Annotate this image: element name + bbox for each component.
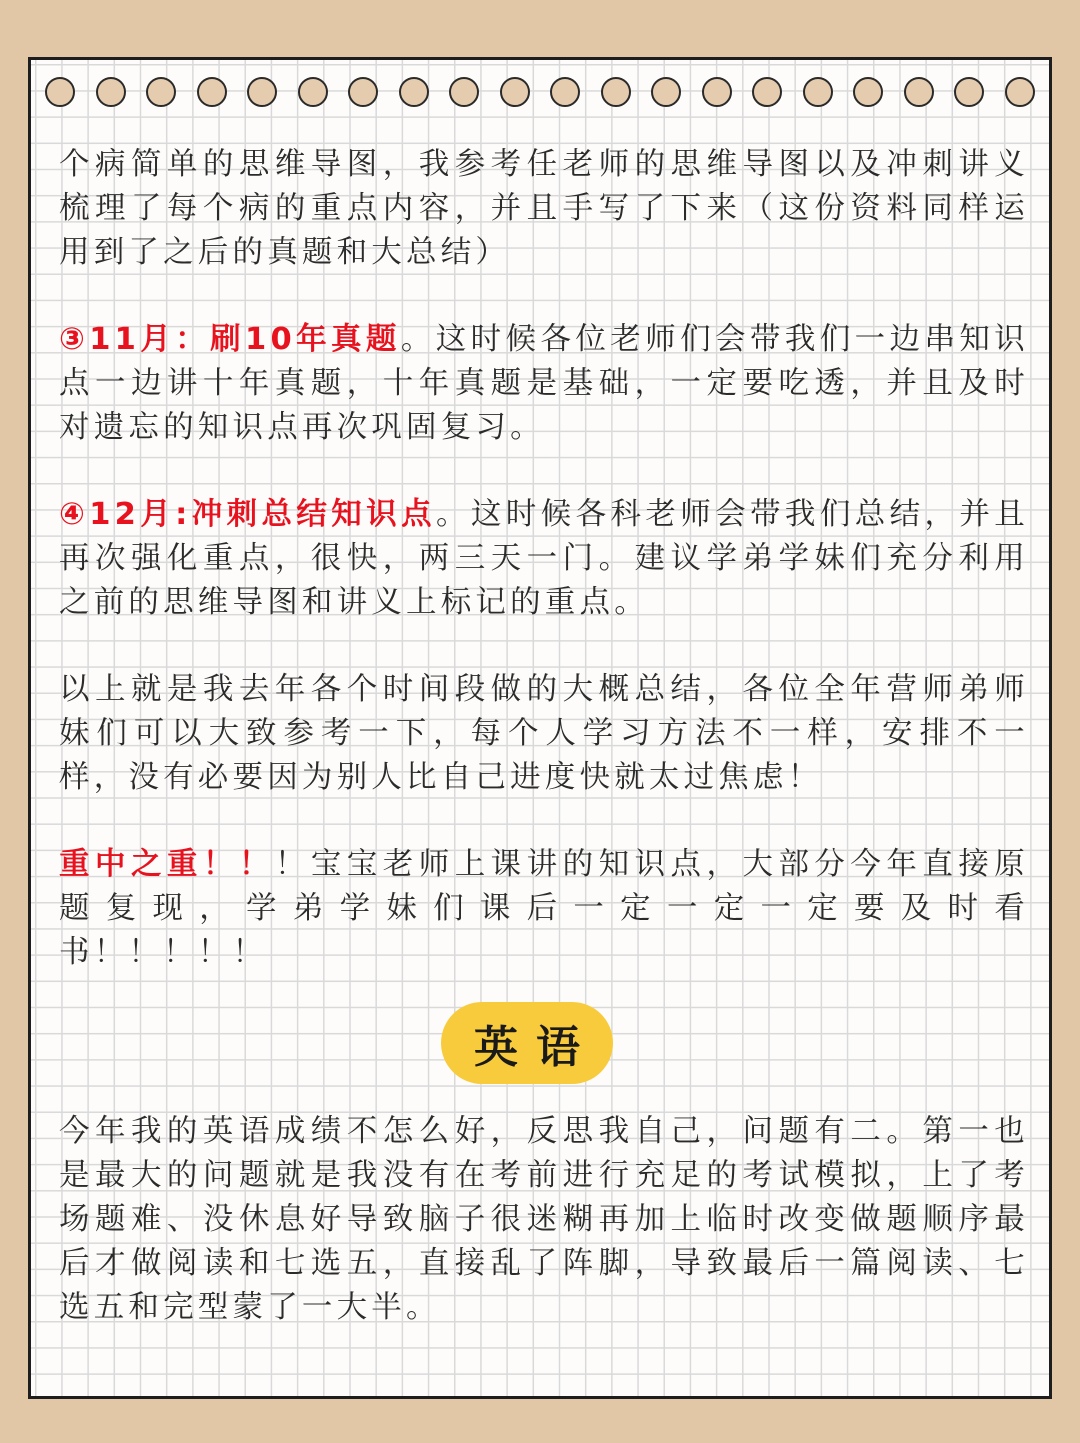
- binder-ring: [399, 77, 429, 107]
- binder-ring: [500, 77, 530, 107]
- notebook-page: [28, 57, 1052, 1399]
- binder-rings: [45, 77, 1035, 107]
- binder-ring: [1005, 77, 1035, 107]
- binder-ring: [96, 77, 126, 107]
- binder-ring: [853, 77, 883, 107]
- english-text: 今年我的英语成绩不怎么好，反思我自己，问题有二。第一也是最大的问题就是我没有在考前进行充足的考试模拟，上了考场题难、没休息好导致脑子很迷糊再加上临时改变做题顺序最后才做阅读和七选五，直接乱了阵脚，导致最后一篇阅读、七选五和完型蒙了一大半。: [59, 1114, 1029, 1325]
- binder-ring: [197, 77, 227, 107]
- key-point-text: ！宝宝老师上课讲的知识点，大部分今年直接原题复现，学弟学妹们课后一定一定一定要及时看: [59, 847, 1029, 926]
- december-text: 。这时候各科老师会带我们总结，并且再次强化重点，很快，两三天一门。建议学弟学妹们充分利用之前的思维导图和讲义上标记的重点。: [59, 497, 1029, 620]
- binder-ring: [247, 77, 277, 107]
- binder-ring: [45, 77, 75, 107]
- key-point-tail-text: 书！！！！！: [59, 935, 268, 970]
- paragraph-key-point-tail: [59, 931, 1029, 975]
- binder-ring: [146, 77, 176, 107]
- binder-ring: [298, 77, 328, 107]
- binder-ring: [803, 77, 833, 107]
- summary-text: 以上就是我去年各个时间段做的大概总结，各位全年营师弟师妹们可以大致参考一下，每个人学习方法不一样，安排不一样，没有必要因为别人比自己进度快就太过焦虑！: [59, 672, 1029, 795]
- binder-ring: [550, 77, 580, 107]
- binder-ring: [651, 77, 681, 107]
- paragraph-mindmap: [59, 143, 1029, 275]
- section-title-english: 英语: [441, 1002, 613, 1084]
- binder-ring: [954, 77, 984, 107]
- paragraph-november: [59, 318, 1029, 450]
- binder-ring: [904, 77, 934, 107]
- november-heading: ③11月：刷10年真题: [59, 322, 401, 357]
- binder-ring: [449, 77, 479, 107]
- november-text: 。这时候各位老师们会带我们一边串知识点一边讲十年真题，十年真题是基础，一定要吃透，并且及时对遗忘的知识点再次巩固复习。: [59, 322, 1029, 445]
- paragraph-december: [59, 493, 1029, 625]
- paragraph-key-point: [59, 843, 1029, 931]
- binder-ring: [348, 77, 378, 107]
- key-point-heading: 重中之重！！: [59, 847, 275, 882]
- paragraph-english: [59, 1110, 1029, 1330]
- binder-ring: [752, 77, 782, 107]
- paragraph-summary: [59, 668, 1029, 800]
- december-heading: ④12月:冲刺总结知识点: [59, 497, 436, 532]
- paragraph-mindmap-text: 个病简单的思维导图，我参考任老师的思维导图以及冲刺讲义梳理了每个病的重点内容，并且手写了下来（这份资料同样运用到了之后的真题和大总结）: [59, 147, 1029, 270]
- binder-ring: [601, 77, 631, 107]
- binder-ring: [702, 77, 732, 107]
